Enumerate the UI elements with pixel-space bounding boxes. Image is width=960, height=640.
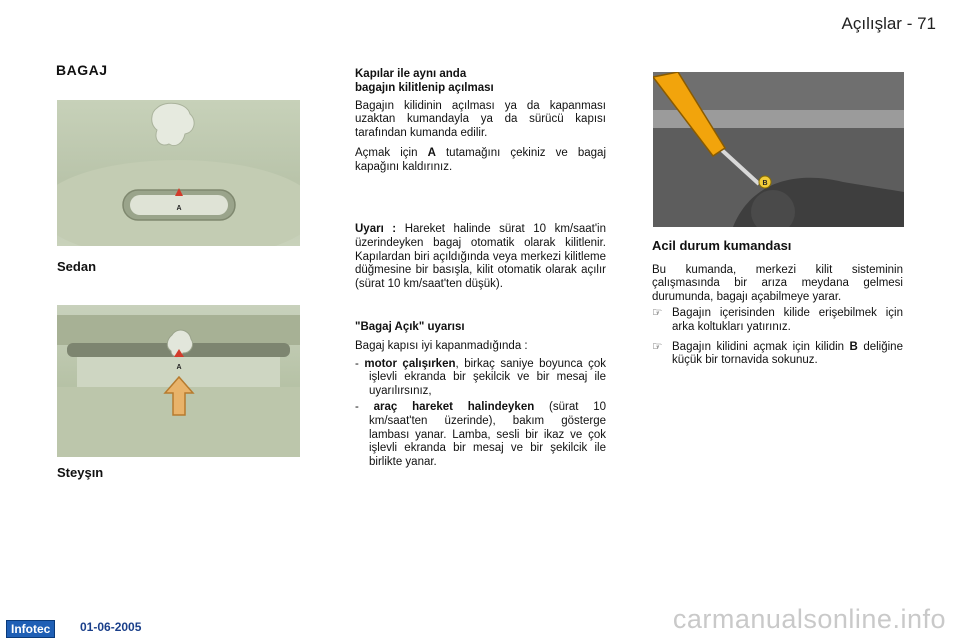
alert-block <box>355 321 606 470</box>
caption-wagon: Steyşın <box>57 465 104 480</box>
section-title: BAGAJ <box>56 62 108 78</box>
alert-intro: Bagaj kapısı iyi kapanmadığında : <box>355 339 528 352</box>
sedan-trunk-illustration <box>57 100 300 246</box>
screwdriver-illustration <box>653 72 904 227</box>
lock-marker-b: B <box>762 180 768 187</box>
bullet-text: , birkaç saniye boyunca çok işlevli ekranda bir şekilcik ve bir mesaj ile uyarılırsınız, <box>369 357 606 398</box>
hand-pointer-icon: ☞ <box>652 340 663 353</box>
emergency-bullet-1 <box>652 307 903 335</box>
key-b: B <box>849 340 858 353</box>
bullet-text: (sürat 10 km/saat'ten üzerinde), bakım gösterge lambası yanar. Lamba, sesli bir ikaz ve çok işlevli ekranda bir mesaj ve bir şekilcik ile birlikte yanar. <box>369 400 607 469</box>
lion-emblem-icon <box>152 103 194 145</box>
bullet-text-pre: Bagajın kilidini açmak için kilidin <box>672 340 845 353</box>
warning-block <box>355 223 606 292</box>
wagon-trunk-image <box>57 305 300 457</box>
wagon-trunk-illustration <box>57 305 300 457</box>
open-instruction-pre: Açmak için <box>355 146 418 159</box>
handle-marker-a: A <box>176 205 182 212</box>
emergency-paragraph: Bu kumanda, merkezi kilit sisteminin çalışmasında bir arıza meydana gelmesi durumunda, bagajı açabilmeye yarar. <box>652 263 903 304</box>
warning-text: Hareket halinde sürat 10 km/saat'in üzerindeyken bagaj otomatik olarak kilitlenir. Kapılardan biri açıldığında veya merkezi kilitleme düğmesine bir basışla, kilit otomatik olarak açılır (sürat 10 km/saat'ten düşük). <box>355 223 606 291</box>
warning-paragraph <box>355 223 606 292</box>
infotec-logo: Infotec <box>6 620 55 638</box>
subtitle-line2: bagajın kilitlenip açılması <box>355 81 494 94</box>
open-instruction <box>355 147 606 175</box>
key-a: A <box>427 146 436 159</box>
emergency-title: Acil durum kumandası <box>652 238 792 253</box>
middle-column <box>355 68 606 175</box>
alert-title: "Bagaj Açık" uyarısı <box>355 321 465 333</box>
right-column <box>652 238 903 368</box>
handle-marker-a: A <box>176 364 182 371</box>
page-header: Açılışlar - 71 <box>841 14 936 33</box>
bullet-dash: - <box>355 357 359 370</box>
subtitle-line1: Kapılar ile aynı anda <box>355 68 467 80</box>
warning-label: Uyarı : <box>355 223 397 235</box>
bullet-bold: motor çalışırken <box>364 357 456 370</box>
caption-sedan: Sedan <box>57 259 97 274</box>
open-instruction-post: tutamağını çekiniz ve bagaj kapağını kaldırınız. <box>355 146 606 173</box>
alert-bullet-2 <box>355 401 606 470</box>
emergency-bullet-2 <box>652 341 903 369</box>
sedan-trunk-image <box>57 100 300 246</box>
bullet-text-post: deliğine küçük bir tornavida sokunuz. <box>672 340 903 367</box>
bullet-text: Bagajın içerisinden kilide erişebilmek için arka koltukları yatırınız. <box>672 306 903 333</box>
bullet-bold: araç hareket halindeyken <box>373 400 535 413</box>
hand-pointer-icon: ☞ <box>652 306 663 319</box>
bullet-dash: - <box>355 400 359 413</box>
emergency-lock-image <box>653 72 904 227</box>
intro-paragraph: Bagajın kilidinin açılması ya da kapanması uzaktan kumandayla ya da sürücü kapısı tarafından kumanda edilir. <box>355 99 606 140</box>
alert-bullet-1 <box>355 358 606 399</box>
watermark: carmanualsonline.info <box>672 604 946 634</box>
footer-date: 01-06-2005 <box>80 620 142 634</box>
